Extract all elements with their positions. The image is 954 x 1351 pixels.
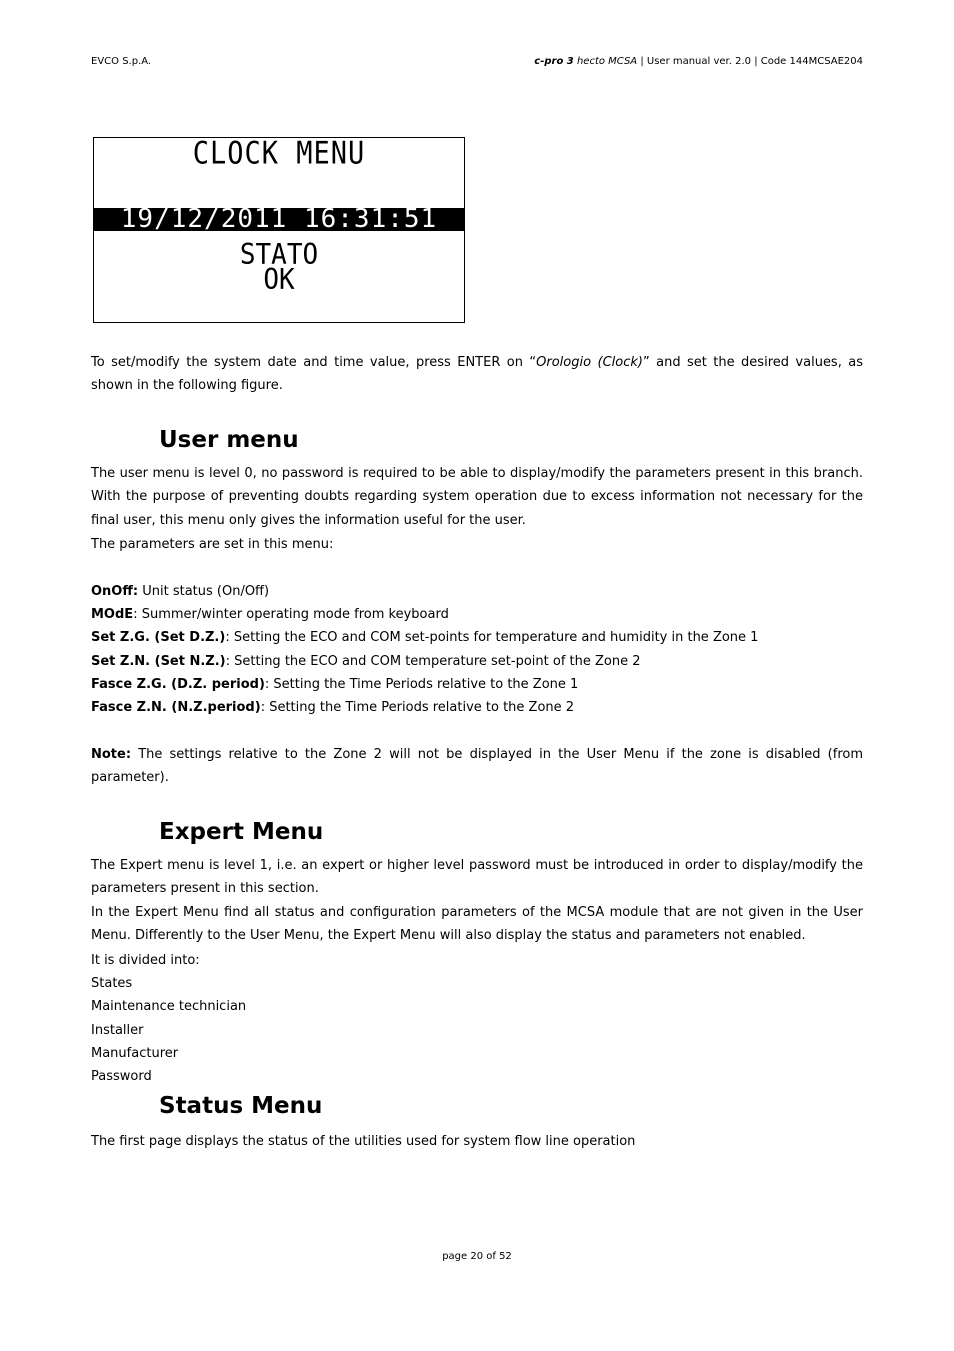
user-menu-description: The user menu is level 0, no password is required to be able to display/modify the parameters present in this branch. With the purpose of preventing doubts regarding system operation due to excess information not necessary for the final user, this menu only gives the information useful for the user.: [91, 466, 863, 528]
note-label: Note:: [91, 747, 132, 762]
param-item: [91, 700, 574, 716]
param-name: Set Z.N. (Set N.Z.): [91, 654, 226, 669]
header-manual-code: | User manual ver. 2.0 | Code 144MCSAE204: [637, 56, 863, 67]
header-product-model: hecto MCSA: [576, 56, 638, 67]
param-item: [91, 630, 758, 646]
expert-menu-item: Installer: [91, 1023, 144, 1038]
lcd-status-label: STATO: [239, 238, 319, 272]
page-number: page 20 of 52: [442, 1251, 512, 1262]
header-product-name: c-pro 3: [534, 56, 574, 67]
param-name: Set Z.G. (Set D.Z.): [91, 630, 226, 645]
param-name: MOdE: [91, 607, 134, 622]
user-menu-note: [91, 743, 863, 790]
expert-menu-divided-intro: It is divided into:: [91, 953, 200, 968]
param-name: Fasce Z.N. (N.Z.period): [91, 700, 261, 715]
param-item: [91, 677, 578, 693]
heading-status-menu: Status Menu: [159, 1093, 323, 1119]
heading-expert-menu: Expert Menu: [159, 819, 324, 845]
intro-text-start: To set/modify the system date and time value, press ENTER on “: [91, 355, 537, 370]
param-desc: : Setting the Time Periods relative to the Zone 1: [264, 677, 579, 692]
intro-clock-term: Orologio (Clock): [536, 355, 643, 370]
param-desc: : Setting the ECO and COM temperature set-point of the Zone 2: [225, 654, 641, 669]
param-name: OnOff:: [91, 584, 139, 599]
param-desc: Unit status (On/Off): [138, 584, 270, 599]
param-item: [91, 607, 449, 623]
param-item: [91, 584, 269, 600]
expert-menu-description: The Expert menu is level 1, i.e. an expert or higher level password must be introduced in order to display/modify the parameters present in this section.: [91, 858, 863, 897]
heading-user-menu: User menu: [159, 427, 299, 453]
note-text: The settings relative to the Zone 2 will not be displayed in the User Menu if the zone is disabled (from parameter).: [91, 747, 863, 786]
header-document-info: [534, 56, 863, 67]
user-menu-params-intro: The parameters are set in this menu:: [91, 537, 334, 552]
param-desc: : Setting the Time Periods relative to the Zone 2: [260, 700, 575, 715]
expert-menu-item: States: [91, 976, 133, 991]
intro-paragraph: [91, 351, 863, 398]
param-desc: : Summer/winter operating mode from keyboard: [133, 607, 449, 622]
status-menu-description: The first page displays the status of the utilities used for system flow line operation: [91, 1134, 636, 1149]
lcd-display-figure: [93, 137, 465, 323]
header-company: EVCO S.p.A.: [91, 56, 152, 67]
lcd-status-value: OK: [263, 263, 295, 297]
param-desc: : Setting the ECO and COM set-points for temperature and humidity in the Zone 1: [225, 630, 759, 645]
expert-menu-item: Maintenance technician: [91, 999, 247, 1014]
param-item: [91, 654, 641, 670]
param-name: Fasce Z.G. (D.Z. period): [91, 677, 265, 692]
intro-text-end: ” and set the desired values, as shown in the following figure.: [91, 355, 864, 394]
lcd-datetime-highlight: 19/12/2011 16:31:51: [94, 208, 464, 231]
expert-menu-item: Manufacturer: [91, 1046, 179, 1061]
expert-menu-item: Password: [91, 1069, 152, 1084]
lcd-title: CLOCK MENU: [192, 135, 366, 172]
expert-menu-details: In the Expert Menu find all status and configuration parameters of the MCSA module that are not given in the User Menu. Differently to the User Menu, the Expert Menu will also display the status and parameters not enabled.: [91, 905, 863, 944]
